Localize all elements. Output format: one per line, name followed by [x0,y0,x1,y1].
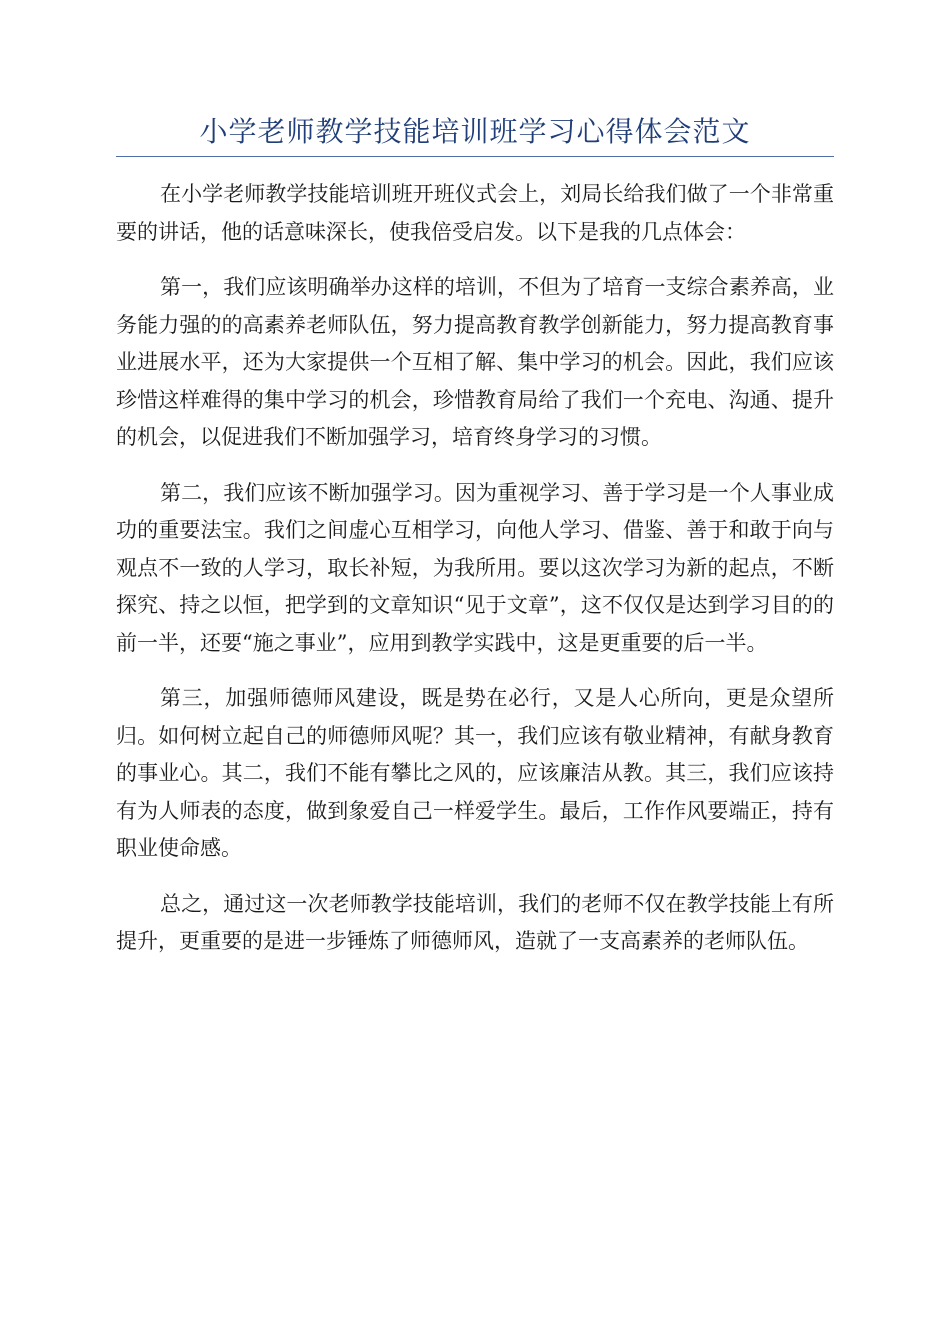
paragraph-second-point: 第二，我们应该不断加强学习。因为重视学习、善于学习是一个人事业成功的重要法宝。我们之间虚心互相学习，向他人学习、借鉴、善于和敢于向与观点不一致的人学习，取长补短，为我所用。要以这次学习为新的起点，不断探究、持之以恒，把学到的文章知识“见于文章”，这不仅仅是达到学习目的的前一半，还要“施之事业”，应用到教学实践中，这是更重要的后一半。 [116,480,834,655]
paragraph-first-point: 第一，我们应该明确举办这样的培训，不但为了培育一支综合素养高，业务能力强的的高素养老师队伍，努力提高教育教学创新能力，努力提高教育事业进展水平，还为大家提供一个互相了解、集中学习的机会。因此，我们应该珍惜这样难得的集中学习的机会，珍惜教育局给了我们一个充电、沟通、提升的机会，以促进我们不断加强学习，培育终身学习的习惯。 [116,275,834,449]
document-body [116,176,834,979]
title-block [116,112,834,157]
paragraph-third-point: 第三，加强师德师风建设，既是势在必行，又是人心所向，更是众望所归。如何树立起自己的师德师风呢？其一，我们应该有敬业精神，有献身教育的事业心。其二，我们不能有攀比之风的，应该廉洁从教。其三，我们应该持有为人师表的态度，做到象爱自己一样爱学生。最后，工作作风要端正，持有职业使命感。 [116,686,834,860]
paragraph-intro: 在小学老师教学技能培训班开班仪式会上，刘局长给我们做了一个非常重要的讲话，他的话意味深长，使我倍受启发。以下是我的几点体会： [116,182,834,244]
paragraph-conclusion: 总之，通过这一次老师教学技能培训，我们的老师不仅在教学技能上有所提升，更重要的是进一步锤炼了师德师风，造就了一支高素养的老师队伍。 [116,891,834,953]
document-title: 小学老师教学技能培训班学习心得体会范文 [199,115,751,148]
